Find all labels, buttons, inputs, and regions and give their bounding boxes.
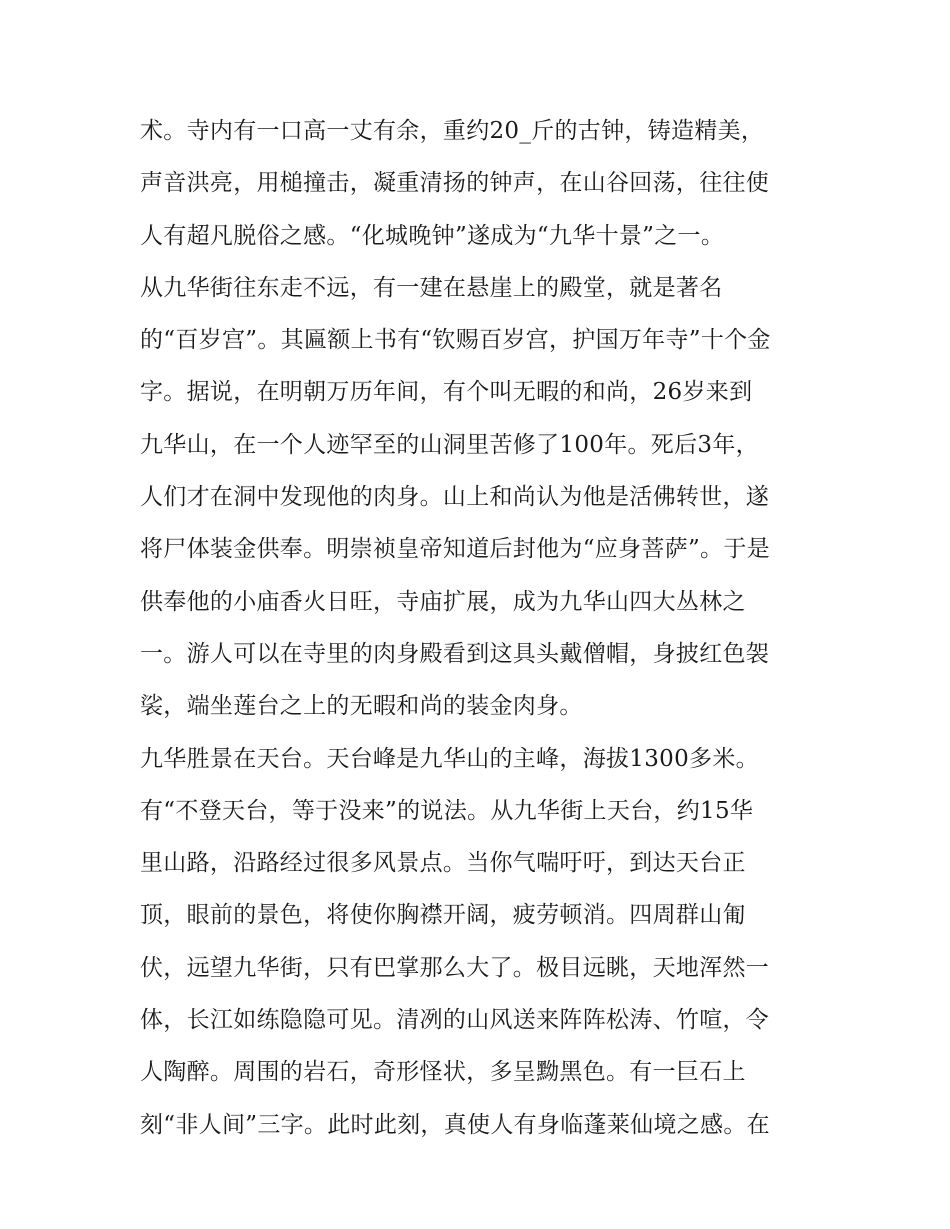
text-line: 从九华街往东走不远，有一建在悬崖上的殿堂，就是著名 [140,274,723,301]
text-line: 字。据说，在明朝万历年间，有个叫无暇的和尚，26岁来到 [140,379,753,406]
text-line: 的“百岁宫”。其匾额上书有“钦赐百岁宫，护国万年寺”十个金 [140,327,771,354]
text-line: 供奉他的小庙香火日旺，寺庙扩展，成为九华山四大丛林之 [140,588,746,615]
text-line: 九华胜景在天台。天台峰是九华山的主峰，海拔1300多米。 [140,745,759,772]
text-line: 体，长江如练隐隐可见。清冽的山风送来阵阵松涛、竹喧，令 [140,1007,770,1034]
text-line: 顶，眼前的景色，将使你胸襟开阔，疲劳顿消。四周群山匍 [140,902,746,929]
text-line: 九华山，在一个人迹罕至的山洞里苦修了100年。死后3年， [140,431,759,458]
text-line: 将尸体装金供奉。明崇祯皇帝知道后封他为“应身菩萨”。于是 [140,536,770,563]
text-line: 声音洪亮，用槌撞击，凝重清扬的钟声，在山谷回荡，往往使 [140,170,770,197]
text-line: 人陶醉。周围的岩石，奇形怪状，多呈黝黑色。有一巨石上 [140,1059,746,1086]
text-line: 刻“非人间”三字。此时此刻，真使人有身临蓬莱仙境之感。在 [140,1111,770,1138]
text-line: 人有超凡脱俗之感。“化城晚钟”遂成为“九华十景”之一。 [140,222,725,249]
text-line: 裟，端坐莲台之上的无暇和尚的装金肉身。 [140,693,583,720]
text-line: 里山路，沿路经过很多风景点。当你气喘吁吁，到达天台正 [140,850,746,877]
text-line: 术。寺内有一口高一丈有余，重约20_斤的古钟，铸造精美， [140,118,765,144]
document-body [140,105,820,1151]
text-line: 一。游人可以在寺里的肉身殿看到这具头戴僧帽，身披红色袈 [140,640,770,667]
text-line: 人们才在洞中发现他的肉身。山上和尚认为他是活佛转世，遂 [140,484,770,511]
text-line: 伏，远望九华街，只有巴掌那么大了。极目远眺，天地浑然一 [140,954,770,981]
text-line: 有“不登天台，等于没来”的说法。从九华街上天台，约15华 [140,797,754,824]
